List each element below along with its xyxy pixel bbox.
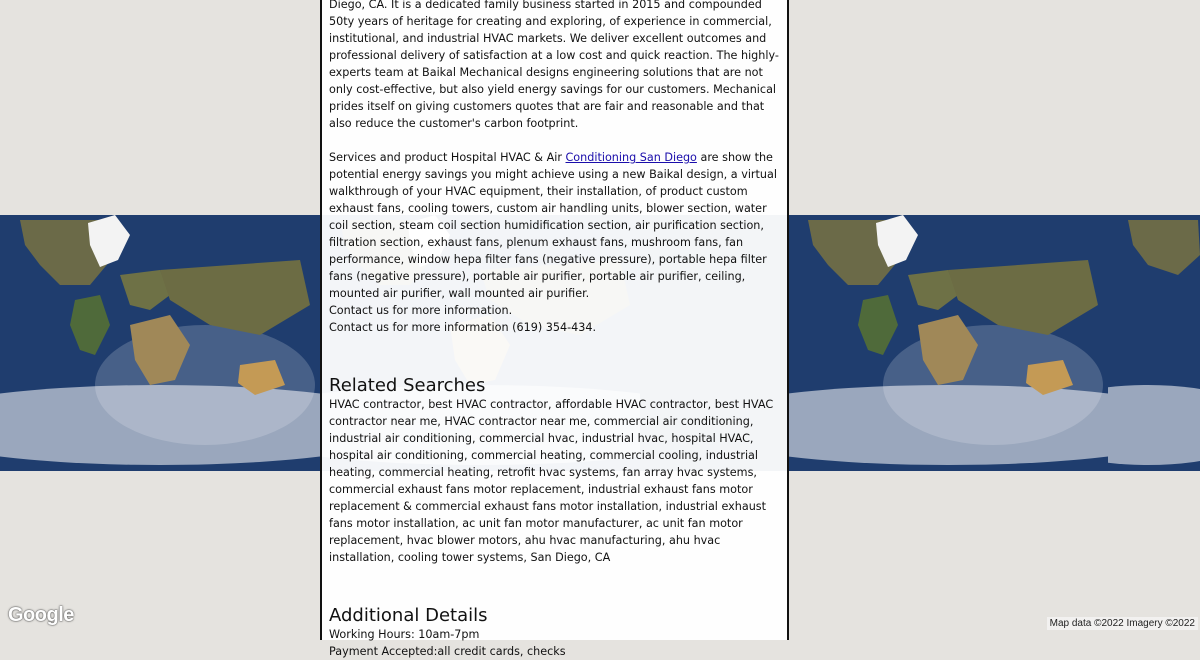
contact-line: Contact us for more information.	[329, 304, 513, 317]
intro-paragraph: Diego, CA. It is a dedicated family business started in 2015 and compounded 50ty years of heritage for creating and exploring, of experience in commercial, institutional, and industrial HVAC markets. We deliver excellent outcomes and professional delivery of satisfaction at a low cost and quick reaction. The highly-experts team at Baikal Mechanical designs engineering solutions that are not only cost-effective, but also yield energy savings for our customers. Mechanical prides itself on giving customers quotes that are fair and reasonable and that also reduce the customer's carbon footprint.	[329, 0, 779, 130]
services-suffix: are show the potential energy savings you might achieve using a new Baikal design, a virtual walkthrough of your HVAC equipment, their installation, of product custom exhaust fans, cooling towers, custom air handling units, blower section, water coil section, steam coil section humidification section, air purification section, filtration section, exhaust fans, plenum exhaust fans, mushroom fans, fan performance, window hepa filter fans (negative pressure), portable hepa filter fans (negative pressure), portable air purifier, portable air purifier, ceiling, mounted air purifier, wall mounted air purifier.	[329, 151, 777, 300]
map-tile[interactable]	[788, 215, 1108, 471]
air-conditioning-san-diego-link[interactable]: Conditioning San Diego	[565, 151, 697, 164]
additional-details-heading: Additional Details	[329, 605, 488, 626]
services-paragraph	[329, 149, 779, 302]
map-tile[interactable]	[0, 215, 320, 471]
payment-accepted: Payment Accepted:all credit cards, checks	[329, 645, 566, 658]
google-logo[interactable]: Google	[8, 604, 74, 626]
content-panel	[320, 0, 789, 658]
contact-phone-line: Contact us for more information (619) 354-434.	[329, 321, 597, 334]
map-attribution[interactable]: Map data ©2022 Imagery ©2022	[1047, 617, 1198, 630]
related-searches-heading: Related Searches	[329, 375, 486, 396]
map-tile[interactable]	[1108, 215, 1200, 471]
working-hours: Working Hours: 10am-7pm	[329, 628, 480, 641]
services-prefix: Services and product Hospital HVAC & Air	[329, 151, 566, 164]
related-searches-text: HVAC contractor, best HVAC contractor, affordable HVAC contractor, best HVAC contractor near me, HVAC contractor near me, commercial air conditioning, industrial air conditioning, commercial hvac, industrial hvac, hospital HVAC, hospital air conditioning, commercial heating, commercial cooling, industrial heating, commercial heating, retrofit hvac systems, fan array hvac systems, commercial exhaust fans motor replacement, industrial exhaust fans motor replacement & commercial exhaust fans motor installation, industrial exhaust fans motor installation, ac unit fan motor manufacturer, ac unit fan motor replacement, hvac blower motors, ahu hvac manufacturing, ahu hvac installation, cooling tower systems, San Diego, CA	[329, 398, 774, 564]
